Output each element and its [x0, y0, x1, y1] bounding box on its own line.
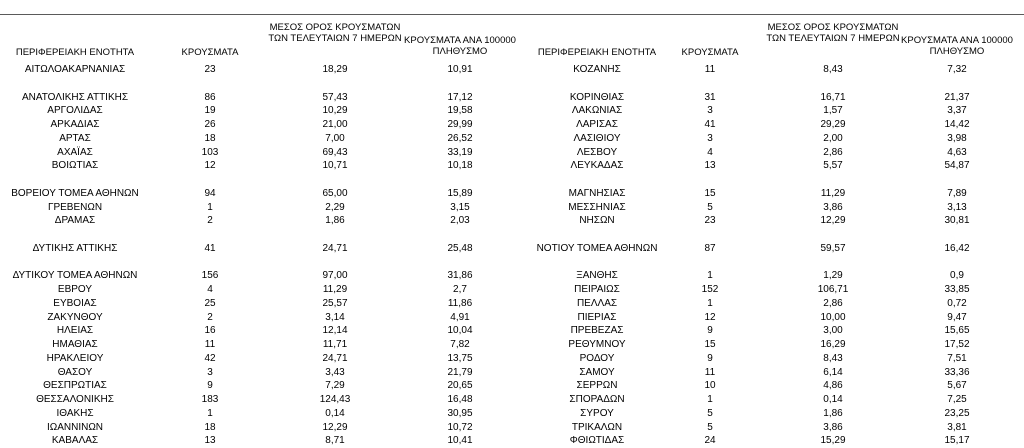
cell-avg7: 1,86 [325, 215, 345, 227]
cell-region: ΚΟΡΙΝΘΙΑΣ [569, 91, 625, 103]
cell-region: ΘΑΣΟΥ [57, 366, 93, 378]
cell-region: ΛΕΣΒΟΥ [576, 146, 618, 158]
cell-region: ΘΕΣΠΡΩΤΙΑΣ [43, 380, 107, 392]
cell-avg7: 16,71 [820, 91, 846, 103]
cell-cases: 18 [204, 421, 216, 433]
cell-region: ΗΡΑΚΛΕΙΟΥ [46, 352, 104, 364]
cell-avg7: 7,00 [325, 132, 345, 144]
cell-cases: 42 [204, 352, 216, 364]
cell-cases: 13 [204, 435, 216, 447]
cell-cases: 25 [204, 297, 216, 309]
cell-avg7: 4,86 [823, 380, 843, 392]
cell-per100k: 0,72 [947, 297, 967, 309]
cell-avg7: 1,86 [823, 407, 843, 419]
cell-cases: 13 [704, 160, 716, 172]
cell-avg7: 3,14 [325, 311, 345, 323]
cell-region: ΘΕΣΣΑΛΟΝΙΚΗΣ [36, 394, 114, 405]
cell-region: ΠΡΕΒΕΖΑΣ [570, 325, 624, 337]
cell-avg7: 2,86 [823, 146, 843, 158]
cell-per100k: 33,19 [447, 146, 473, 158]
cell-region: ΙΩΑΝΝΙΝΩΝ [46, 421, 104, 433]
cell-avg7: 16,29 [820, 339, 846, 350]
cell-avg7: 24,71 [322, 242, 348, 254]
cell-per100k: 31,86 [447, 270, 473, 282]
cell-per100k: 15,65 [944, 325, 970, 337]
cell-per100k: 54,87 [944, 160, 970, 172]
cell-per100k: 3,81 [947, 421, 967, 433]
cell-cases: 11 [204, 339, 216, 350]
cell-per100k: 30,81 [944, 215, 970, 227]
cell-region: ΡΕΘΥΜΝΟΥ [568, 339, 626, 350]
cell-per100k: 21,79 [447, 366, 473, 378]
cell-avg7: 106,71 [817, 284, 849, 295]
cell-cases: 15 [704, 187, 716, 199]
cell-cases: 41 [704, 119, 716, 130]
cell-cases: 11 [704, 64, 716, 75]
cell-per100k: 17,52 [944, 339, 970, 350]
cell-cases: 41 [204, 242, 216, 254]
cell-region: ΔΥΤΙΚΟΥ ΤΟΜΕΑ ΑΘΗΝΩΝ [12, 270, 138, 282]
cell-cases: 1 [207, 407, 213, 419]
cell-region: ΗΛΕΙΑΣ [56, 325, 94, 337]
cell-cases: 18 [204, 132, 216, 144]
cell-cases: 5 [707, 421, 713, 433]
cell-per100k: 16,48 [447, 394, 473, 405]
cell-per100k: 30,95 [447, 407, 473, 419]
cell-per100k: 16,42 [944, 242, 970, 254]
cell-per100k: 3,15 [450, 201, 470, 213]
cell-per100k: 10,72 [447, 421, 473, 433]
cell-cases: 5 [707, 407, 713, 419]
cell-cases: 103 [201, 146, 219, 158]
cell-cases: 15 [704, 339, 716, 350]
cell-cases: 26 [204, 119, 216, 130]
cell-avg7: 24,71 [322, 352, 348, 364]
cell-per100k: 33,36 [944, 366, 970, 378]
header-cases-right: ΚΡΟΥΣΜΑΤΑ [681, 47, 739, 58]
cell-per100k: 13,75 [447, 352, 473, 364]
cell-cases: 2 [207, 215, 213, 227]
cell-region: ΣΠΟΡΑΔΩΝ [569, 394, 625, 405]
cell-cases: 24 [704, 435, 716, 447]
cell-region: ΖΑΚΥΝΘΟΥ [47, 311, 103, 323]
cell-region: ΣΕΡΡΩΝ [576, 380, 618, 392]
cell-per100k: 2,03 [450, 215, 470, 227]
cell-region: ΛΑΣΙΘΙΟΥ [573, 132, 621, 144]
cell-per100k: 10,91 [447, 64, 473, 75]
header-avg7-right: ΜΕΣΟΣ ΟΡΟΣ ΚΡΟΥΣΜΑΤΩΝ ΤΩΝ ΤΕΛΕΥΤΑΙΩΝ 7 ΗΜΕΡΩΝ [766, 22, 900, 44]
cell-region: ΛΑΡΙΣΑΣ [576, 119, 618, 130]
cell-region: ΣΥΡΟΥ [580, 407, 614, 419]
cell-avg7: 8,43 [823, 352, 843, 364]
cell-cases: 10 [704, 380, 716, 392]
cell-per100k: 15,89 [447, 187, 473, 199]
cell-avg7: 12,29 [820, 215, 846, 227]
cell-cases: 156 [201, 270, 219, 282]
cell-per100k: 21,37 [944, 91, 970, 103]
cell-avg7: 7,29 [325, 380, 345, 392]
header-avg7-left: ΜΕΣΟΣ ΟΡΟΣ ΚΡΟΥΣΜΑΤΩΝ ΤΩΝ ΤΕΛΕΥΤΑΙΩΝ 7 ΗΜΕΡΩΝ [268, 22, 402, 44]
cell-cases: 1 [207, 201, 213, 213]
cell-region: ΚΑΒΑΛΑΣ [51, 435, 99, 447]
cell-avg7: 12,29 [322, 421, 348, 433]
cell-per100k: 17,12 [447, 91, 473, 103]
cell-cases: 3 [707, 105, 713, 117]
cell-avg7: 5,57 [823, 160, 843, 172]
cell-cases: 9 [207, 380, 213, 392]
cell-region: ΝΗΣΩΝ [579, 215, 615, 227]
cell-cases: 1 [707, 394, 713, 405]
cell-avg7: 10,71 [322, 160, 348, 172]
cell-cases: 16 [204, 325, 216, 337]
cell-avg7: 2,86 [823, 297, 843, 309]
cell-avg7: 11,29 [820, 187, 846, 199]
cell-avg7: 1,57 [823, 105, 843, 117]
cell-region: ΝΟΤΙΟΥ ΤΟΜΕΑ ΑΘΗΝΩΝ [536, 242, 658, 254]
cell-avg7: 124,43 [319, 394, 351, 405]
cell-per100k: 0,9 [950, 270, 964, 282]
cell-cases: 86 [204, 91, 216, 103]
cell-region: ΦΘΙΩΤΙΔΑΣ [569, 435, 625, 447]
cell-per100k: 7,32 [947, 64, 967, 75]
cell-per100k: 11,86 [447, 297, 473, 309]
cell-avg7: 3,86 [823, 421, 843, 433]
cell-region: ΠΕΛΛΑΣ [576, 297, 618, 309]
header-per100k-right: ΚΡΟΥΣΜΑΤΑ ΑΝΑ 100000 ΠΛΗΘΥΣΜΟ [901, 35, 1013, 57]
cell-per100k: 33,85 [944, 284, 970, 295]
cell-per100k: 26,52 [447, 132, 473, 144]
cell-per100k: 3,37 [947, 105, 967, 117]
cell-avg7: 18,29 [322, 64, 348, 75]
cell-region: ΛΑΚΩΝΙΑΣ [571, 105, 623, 117]
cell-avg7: 3,86 [823, 201, 843, 213]
cell-region: ΣΑΜΟΥ [579, 366, 615, 378]
cell-per100k: 4,91 [450, 311, 470, 323]
cell-region: ΑΙΤΩΛΟΑΚΑΡΝΑΝΙΑΣ [24, 64, 126, 75]
cell-avg7: 8,71 [325, 435, 345, 447]
cell-region: ΛΕΥΚΑΔΑΣ [570, 160, 624, 172]
cell-cases: 3 [207, 366, 213, 378]
cell-region: ΑΡΤΑΣ [59, 132, 91, 144]
cell-cases: 5 [707, 201, 713, 213]
cell-per100k: 20,65 [447, 380, 473, 392]
cell-per100k: 23,25 [944, 407, 970, 419]
cell-region: ΜΑΓΝΗΣΙΑΣ [568, 187, 626, 199]
cell-region: ΕΥΒΟΙΑΣ [53, 297, 97, 309]
cell-avg7: 25,57 [322, 297, 348, 309]
cell-cases: 152 [701, 284, 719, 295]
cell-avg7: 10,29 [322, 105, 348, 117]
cell-per100k: 5,67 [947, 380, 967, 392]
cell-region: ΞΑΝΘΗΣ [576, 270, 618, 282]
cell-region: ΔΡΑΜΑΣ [54, 215, 96, 227]
cell-per100k: 10,41 [447, 435, 473, 447]
cell-avg7: 8,43 [823, 64, 843, 75]
cell-avg7: 59,57 [820, 242, 846, 254]
header-region-right: ΠΕΡΙΦΕΡΕΙΑΚΗ ΕΝΟΤΗΤΑ [537, 47, 657, 58]
cell-avg7: 97,00 [322, 270, 348, 282]
cell-region: ΑΡΓΟΛΙΔΑΣ [47, 105, 103, 117]
cell-avg7: 12,14 [322, 325, 348, 337]
cell-per100k: 10,04 [447, 325, 473, 337]
cell-per100k: 7,25 [947, 394, 967, 405]
cell-avg7: 57,43 [322, 91, 348, 103]
cell-avg7: 29,29 [820, 119, 846, 130]
header-region-left: ΠΕΡΙΦΕΡΕΙΑΚΗ ΕΝΟΤΗΤΑ [15, 47, 135, 58]
cell-per100k: 29,99 [447, 119, 473, 130]
cell-cases: 87 [704, 242, 716, 254]
cell-avg7: 11,29 [322, 284, 348, 295]
cell-avg7: 2,29 [325, 201, 345, 213]
cell-cases: 23 [204, 64, 216, 75]
cell-region: ΙΘΑΚΗΣ [56, 407, 94, 419]
cell-cases: 4 [207, 284, 213, 295]
cell-per100k: 3,13 [947, 201, 967, 213]
cell-avg7: 21,00 [322, 119, 348, 130]
cell-region: ΔΥΤΙΚΗΣ ΑΤΤΙΚΗΣ [32, 242, 118, 254]
cell-cases: 12 [204, 160, 216, 172]
cell-region: ΕΒΡΟΥ [57, 284, 93, 295]
cell-per100k: 25,48 [447, 242, 473, 254]
cell-cases: 9 [707, 352, 713, 364]
cell-cases: 2 [207, 311, 213, 323]
cell-avg7: 3,43 [325, 366, 345, 378]
cell-per100k: 14,42 [944, 119, 970, 130]
cell-avg7: 10,00 [820, 311, 846, 323]
header-per100k-left: ΚΡΟΥΣΜΑΤΑ ΑΝΑ 100000 ΠΛΗΘΥΣΜΟ [404, 35, 516, 57]
cell-per100k: 7,89 [947, 187, 967, 199]
cell-avg7: 0,14 [823, 394, 843, 405]
cell-avg7: 69,43 [322, 146, 348, 158]
cell-region: ΡΟΔΟΥ [579, 352, 615, 364]
cell-region: ΚΟΖΑΝΗΣ [573, 64, 621, 75]
cell-region: ΒΟΙΩΤΙΑΣ [51, 160, 99, 172]
cell-region: ΠΕΙΡΑΙΩΣ [574, 284, 620, 295]
cell-region: ΑΝΑΤΟΛΙΚΗΣ ΑΤΤΙΚΗΣ [21, 91, 129, 103]
cell-avg7: 2,00 [823, 132, 843, 144]
cell-cases: 19 [204, 105, 216, 117]
cell-per100k: 15,17 [944, 435, 970, 447]
cell-cases: 3 [707, 132, 713, 144]
cell-per100k: 19,58 [447, 105, 473, 117]
cell-region: ΑΡΚΑΔΙΑΣ [50, 119, 100, 130]
header-cases-left: ΚΡΟΥΣΜΑΤΑ [181, 47, 239, 58]
cell-per100k: 2,7 [453, 284, 467, 295]
cell-avg7: 65,00 [322, 187, 348, 199]
cell-per100k: 4,63 [947, 146, 967, 158]
cell-cases: 1 [707, 297, 713, 309]
cell-avg7: 11,71 [322, 339, 348, 350]
cell-cases: 23 [704, 215, 716, 227]
cell-per100k: 7,51 [947, 352, 967, 364]
cell-per100k: 7,82 [450, 339, 470, 350]
cell-per100k: 10,18 [447, 160, 473, 172]
cell-cases: 4 [707, 146, 713, 158]
cell-cases: 11 [704, 366, 716, 378]
cell-region: ΗΜΑΘΙΑΣ [52, 339, 98, 350]
cell-per100k: 3,98 [947, 132, 967, 144]
cell-region: ΒΟΡΕΙΟΥ ΤΟΜΕΑ ΑΘΗΝΩΝ [11, 187, 139, 199]
cell-per100k: 9,47 [947, 311, 967, 323]
cell-cases: 9 [707, 325, 713, 337]
cell-cases: 31 [704, 91, 716, 103]
cell-avg7: 6,14 [823, 366, 843, 378]
cell-cases: 1 [707, 270, 713, 282]
cell-cases: 94 [204, 187, 216, 199]
cell-region: ΠΙΕΡΙΑΣ [577, 311, 617, 323]
cell-region: ΤΡΙΚΑΛΩΝ [571, 421, 623, 433]
cell-region: ΑΧΑΪΑΣ [57, 146, 93, 158]
cell-cases: 12 [704, 311, 716, 323]
cell-avg7: 3,00 [823, 325, 843, 337]
cell-cases: 183 [201, 394, 219, 405]
cell-avg7: 15,29 [820, 435, 846, 447]
cell-avg7: 1,29 [823, 270, 843, 282]
cell-avg7: 0,14 [325, 407, 345, 419]
cell-region: ΓΡΕΒΕΝΩΝ [47, 201, 103, 213]
cell-region: ΜΕΣΣΗΝΙΑΣ [568, 201, 626, 213]
